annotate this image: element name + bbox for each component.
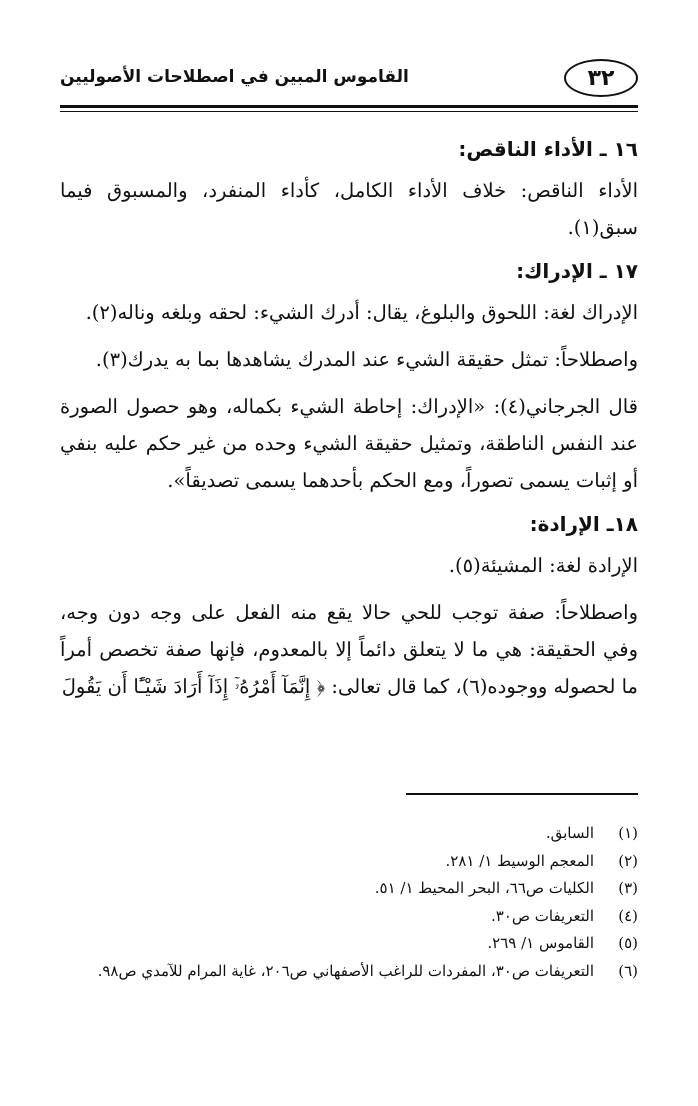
header-rule-thin (60, 111, 638, 112)
paragraph: واصطلاحاً: تمثل حقيقة الشيء عند المدرك يشاهدها بما به يدرك(٣). (95, 348, 638, 371)
footnote-text: التعريفات ص٣٠. (490, 906, 594, 925)
footnotes (60, 820, 638, 985)
paragraph: الإرادة لغة: المشيئة(٥). (448, 554, 638, 577)
footnote-number: (٢) (618, 851, 638, 870)
footnote (60, 875, 638, 903)
footnote-text: المعجم الوسيط ١/ ٢٨١. (445, 851, 594, 870)
page-number: ٣٢ (564, 59, 638, 97)
paragraph: قال الجرجاني(٤): «الإدراك: إحاطة الشيء بكماله، وهو حصول الصورة عند النفس الناطقة، وتمثيل حقيقة الشيء وحده من غير حكم عليه بنفي أو إثبات يسمى تصوراً، ومع الحكم بأحدهما يسمى تصديقاً». (60, 395, 638, 492)
book-page (60, 55, 638, 1066)
paragraph: الأداء الناقص: خلاف الأداء الكامل، كأداء المنفرد، والمسبوق فيما سبق(١). (60, 179, 638, 239)
main-content (60, 134, 638, 705)
footnote-text: السابق. (545, 824, 594, 842)
footnote (60, 958, 638, 986)
section-18 (60, 509, 638, 705)
running-title: القاموس المبين في اصطلاحات الأصوليين (60, 67, 409, 87)
section-heading: ١٦ ـ الأداء الناقص: (458, 137, 638, 161)
paragraph: واصطلاحاً: صفة توجب للحي حالا يقع منه الفعل على وجه دون وجه، وفي الحقيقة: هي ما لا يتعلق دائماً إلا بالمعدوم، فإنها صفة تخصص أمراً ما لحصوله ووجوده(٦)، كما قال تعالى: ﴿ إِنَّمَآ أَمْرُهُۥٓ إِذَآ أَرَادَ شَيْـًٔا أَن يَقُولَ (60, 601, 638, 698)
footnote-number: (٦) (618, 961, 638, 980)
section-17 (60, 256, 638, 499)
header-rule-thick (60, 105, 638, 108)
footnote-separator (406, 793, 638, 795)
page-header (60, 55, 638, 103)
footnote (60, 848, 638, 876)
footnote-number: (٣) (618, 879, 638, 897)
section-16 (60, 134, 638, 246)
footnote-number: (٤) (618, 906, 638, 925)
footnote-number: (٥) (618, 934, 638, 952)
section-heading: ١٨ـ الإرادة: (529, 512, 638, 536)
footnote (60, 930, 638, 958)
footnote (60, 903, 638, 931)
footnote-text: القاموس ١/ ٢٦٩. (487, 934, 594, 952)
footnote (60, 820, 638, 848)
footnote-text: التعريفات ص٣٠، المفردات للراغب الأصفهاني ص٢٠٦، غاية المرام للآمدي ص٩٨. (97, 961, 594, 980)
footnote-text: الكليات ص٦٦، البحر المحيط ١/ ٥١. (374, 879, 594, 897)
paragraph: الإدراك لغة: اللحوق والبلوغ، يقال: أدرك الشيء: لحقه وبلغه وناله(٢). (85, 301, 638, 324)
footnote-number: (١) (618, 824, 638, 842)
section-heading: ١٧ ـ الإدراك: (516, 259, 638, 283)
